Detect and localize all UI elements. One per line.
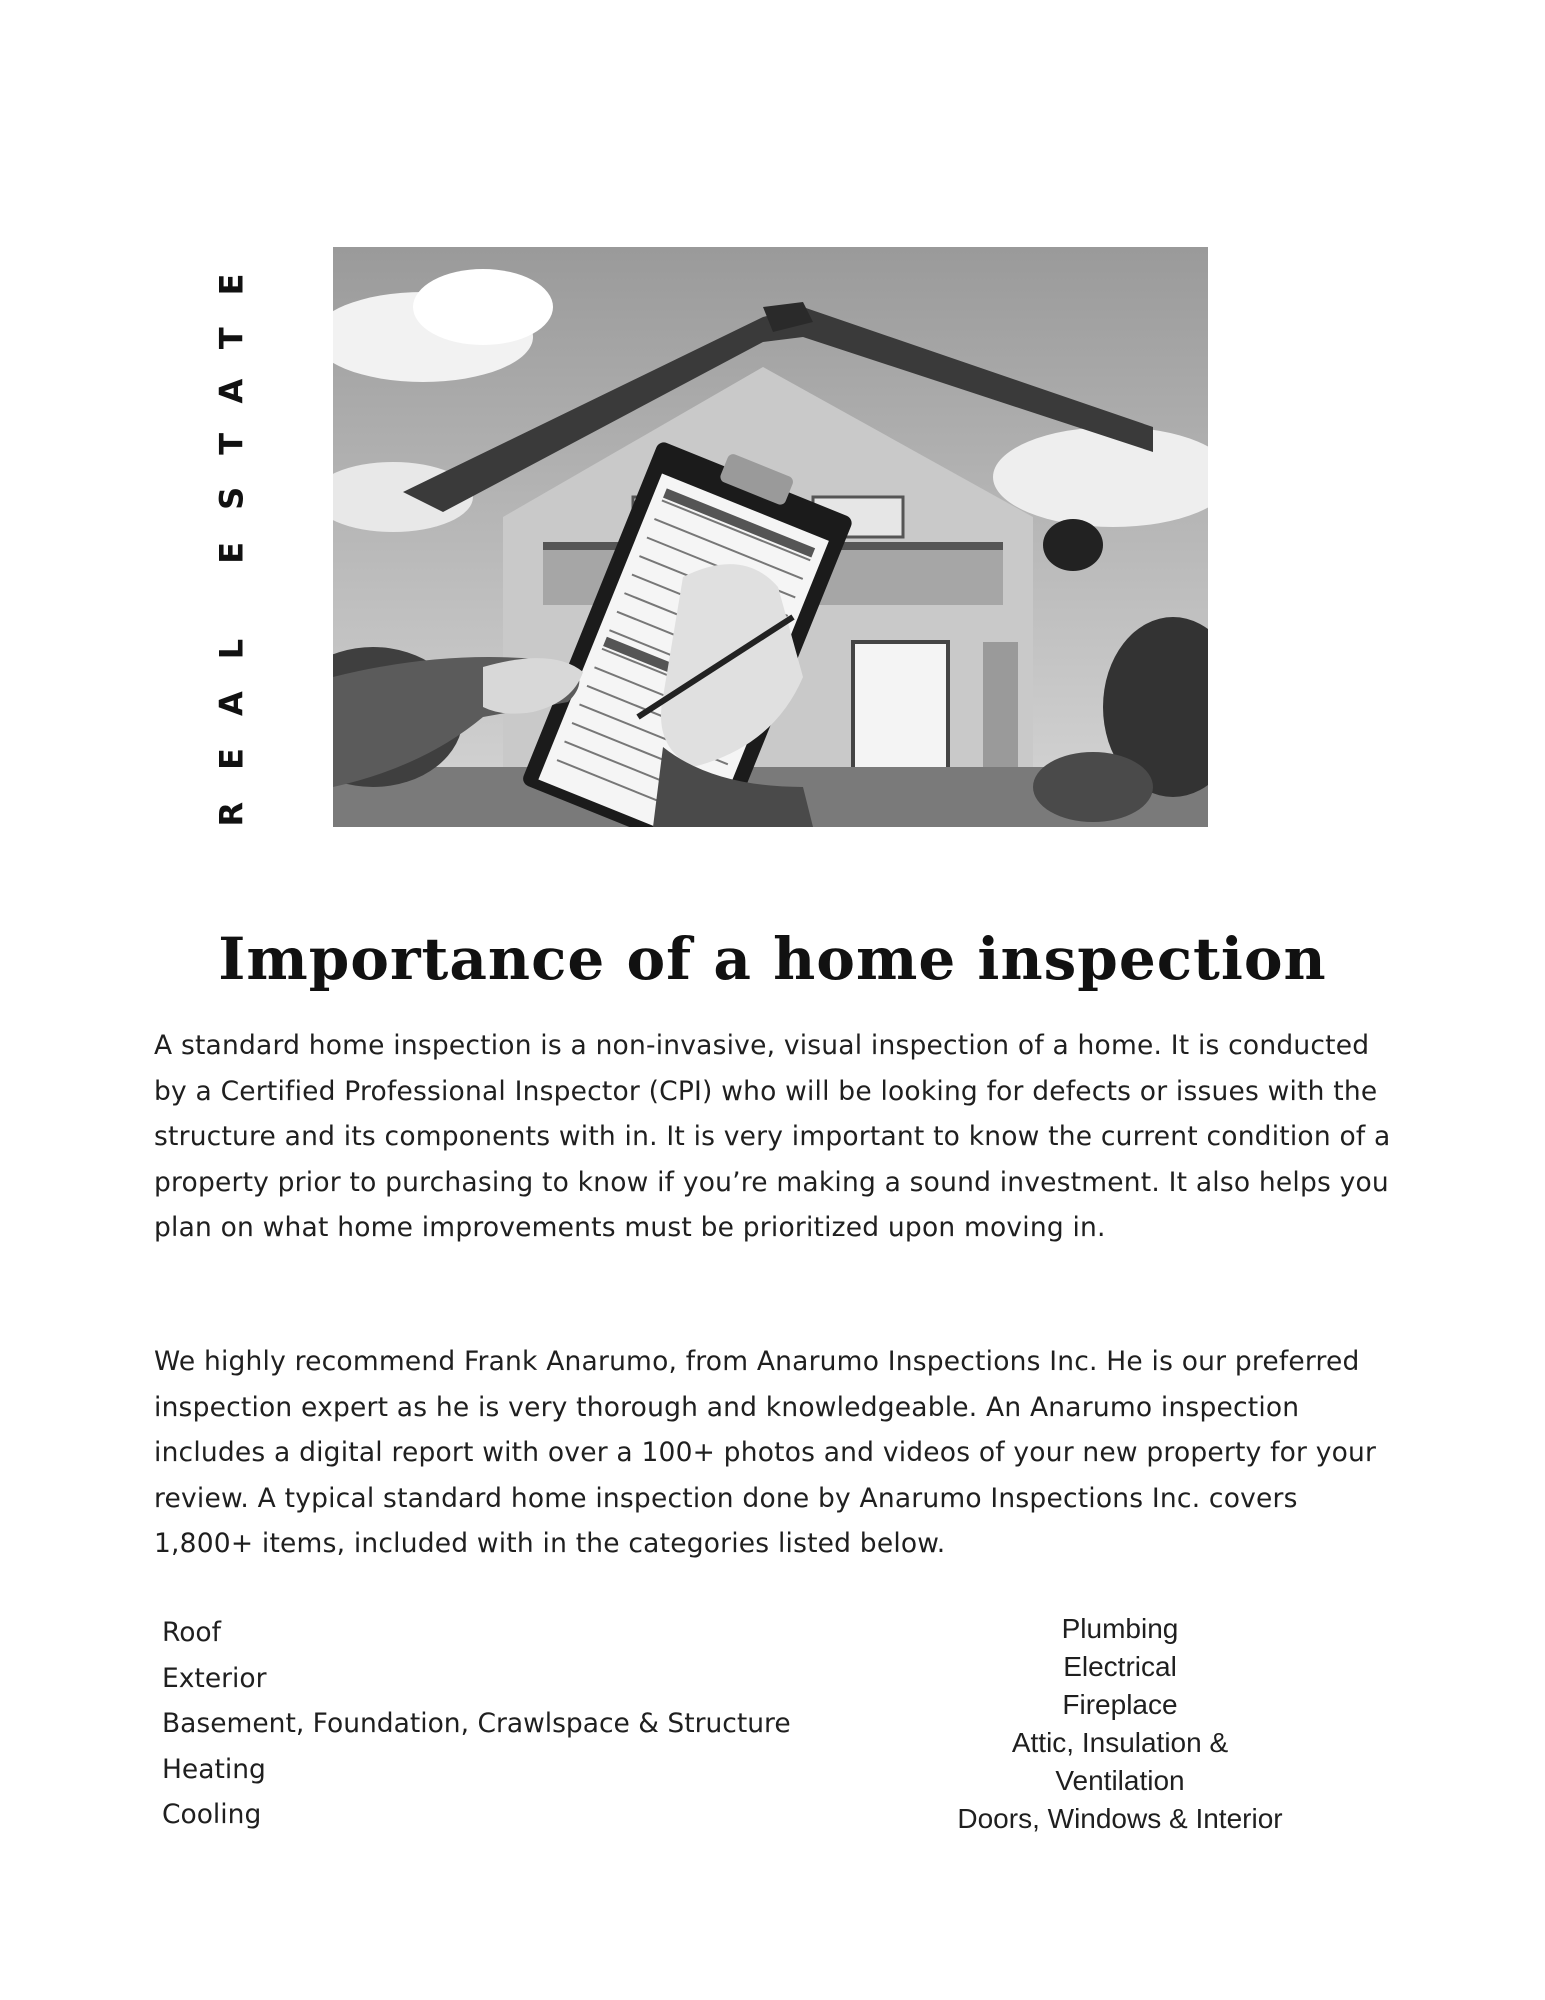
list-item: Attic, Insulation & bbox=[1011, 1727, 1229, 1758]
list-item: Cooling bbox=[162, 1799, 262, 1830]
list-item: Doors, Windows & Interior bbox=[957, 1803, 1283, 1834]
hero-photo bbox=[333, 247, 1208, 827]
page-title: Importance of a home inspection bbox=[218, 925, 1327, 993]
categories-list-right bbox=[920, 1610, 1320, 1838]
side-label bbox=[212, 241, 251, 827]
list-item: Fireplace bbox=[1062, 1689, 1178, 1720]
list-item: Heating bbox=[162, 1753, 266, 1785]
intro-paragraph: A standard home inspection is a non-invasive, visual inspection of a home. It is conducted by a Certified Professional Inspector (CPI) who will be looking for defects or issues with the structure and its components with in. It is very important to know the current condition of a property prior to purchasing to know if you’re making a sound investment. It also helps you plan on what home improvements must be prioritized upon moving in. bbox=[154, 1030, 1391, 1243]
list-item: Roof bbox=[162, 1617, 221, 1648]
list-item: Ventilation bbox=[1055, 1765, 1185, 1796]
list-item: Basement, Foundation, Crawlspace & Structure bbox=[162, 1708, 791, 1739]
recommendation-paragraph: We highly recommend Frank Anarumo, from Anarumo Inspections Inc. He is our preferred inspection expert as he is very thorough and knowledgeable. An Anarumo inspection includes a digital report with over a 100+ photos and videos of your new property for your review. A typical standard home inspection done by Anarumo Inspections Inc. covers 1,800+ items, included with in the categories listed below. bbox=[154, 1346, 1377, 1559]
house-inspection-illustration bbox=[333, 247, 1208, 827]
side-label-text: REAL ESTATE bbox=[212, 241, 251, 827]
list-item: Exterior bbox=[162, 1662, 267, 1694]
categories-list-left bbox=[162, 1610, 791, 1838]
list-item: Plumbing bbox=[1061, 1613, 1179, 1644]
list-item: Electrical bbox=[1063, 1651, 1177, 1682]
